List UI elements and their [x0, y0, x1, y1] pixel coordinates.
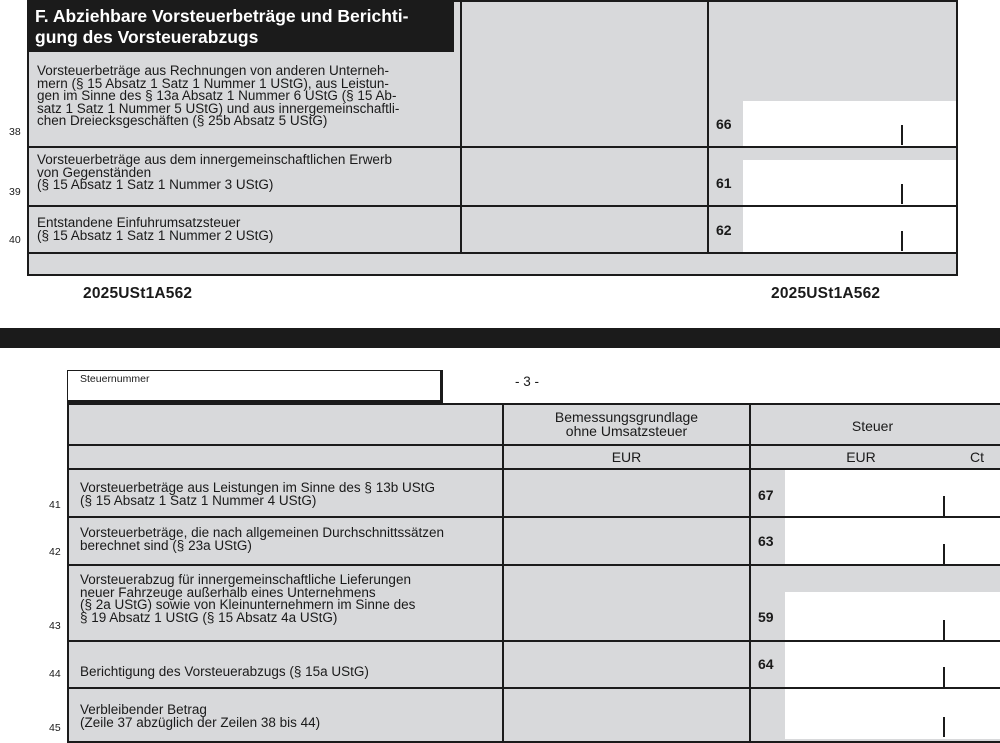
row-44-text: Berichtigung des Vorsteuerabzugs (§ 15a UStG) [80, 664, 369, 679]
steuernummer-box[interactable] [67, 370, 443, 403]
line-number: 38 [9, 126, 21, 138]
header-bemessung: Bemessungsgrundlage ohne Umsatzsteuer [554, 409, 699, 439]
line-number: 40 [9, 234, 21, 246]
field-code-63: 63 [758, 533, 774, 549]
cent-separator [943, 620, 945, 640]
amount-field-61[interactable] [743, 160, 956, 205]
row-40-text: Entstandene Einfuhrumsatzsteuer (§ 15 Absatz 1 Satz 1 Nummer 2 UStG) [37, 215, 274, 243]
row-43-text: Vorsteuerabzug für innergemeinschaftliche Lieferungen neuer Fahrzeuge außerhalb eines Unternehmens (§ 2a UStG) sowie von Kleinunternehmern im Sinne des § 19 Absatz 1 UStG (§ 15 Absatz 4a UStG) [80, 572, 416, 625]
row-divider [67, 564, 1000, 566]
row-41-text: Vorsteuerbeträge aus Leistungen im Sinne des § 13b UStG (§ 15 Absatz 1 Satz 1 Nummer 4 UStG) [80, 480, 435, 508]
amount-field-45[interactable] [785, 689, 1000, 739]
line-number: 44 [49, 668, 61, 680]
cent-separator [943, 544, 945, 564]
line-number: 41 [49, 499, 61, 511]
line-number: 39 [9, 186, 21, 198]
unit-eur-right: EUR [846, 449, 876, 465]
unit-eur-left: EUR [611, 449, 642, 465]
section-title-block [29, 2, 454, 52]
cent-separator [901, 231, 903, 251]
amount-field-64[interactable] [785, 642, 1000, 687]
row-divider [27, 146, 958, 148]
cent-separator [943, 496, 945, 516]
section-title-line2: gung des Vorsteuerabzugs [35, 27, 259, 47]
field-code-61: 61 [716, 175, 732, 191]
cent-separator [943, 717, 945, 737]
row-39-text: Vorsteuerbeträge aus dem innergemeinschaftlichen Erwerb von Gegenständen (§ 15 Absatz 1 Satz 1 Nummer 3 UStG) [37, 152, 392, 192]
header-divider [67, 444, 1000, 446]
field-code-59: 59 [758, 609, 774, 625]
field-code-66: 66 [716, 116, 732, 132]
amount-field-67[interactable] [785, 470, 1000, 516]
amount-field-63[interactable] [785, 518, 1000, 564]
amount-field-59[interactable] [785, 592, 1000, 640]
row-38-text: Vorsteuerbeträge aus Rechnungen von anderen Unterneh- mern (§ 15 Absatz 1 Satz 1 Nummer 1 UStG), aus Leistun- gen im Sinne des § 13a Absatz 1 Nummer 6 UStG (§ 15 Ab- satz 1 Satz 1 Nummer 5 UStG) und aus innergemeinschaftli- chen Dreiecksgeschäften (§ 25b Absatz 5 UStG) [37, 63, 400, 128]
page-label: - 3 - [515, 374, 540, 389]
form-number-right: 2025USt1A562 [771, 285, 881, 302]
line-number: 42 [49, 546, 61, 558]
cent-separator [901, 184, 903, 204]
row-divider [27, 252, 958, 254]
steuernummer-label: Steuernummer [80, 373, 150, 385]
unit-ct: Ct [970, 449, 984, 465]
bottom-form-section [0, 348, 1000, 739]
form-number-left: 2025USt1A562 [83, 285, 193, 302]
cent-separator [901, 125, 903, 145]
field-code-62: 62 [716, 222, 732, 238]
page-separator [0, 328, 1000, 348]
line-number: 45 [49, 722, 61, 734]
cent-separator [943, 667, 945, 687]
line-number: 43 [49, 620, 61, 632]
header-steuer: Steuer [851, 418, 894, 434]
field-code-67: 67 [758, 487, 774, 503]
field-code-64: 64 [758, 656, 774, 672]
row-42-text: Vorsteuerbeträge, die nach allgemeinen Durchschnittssätzen berechnet sind (§ 23a UStG) [80, 525, 444, 553]
amount-field-66[interactable] [743, 101, 956, 146]
amount-field-62[interactable] [743, 207, 956, 252]
top-form-section [0, 0, 1000, 320]
section-title-line1: F. Abziehbare Vorsteuerbeträge und Berichti- [35, 6, 409, 26]
row-45-text: Verbleibender Betrag (Zeile 37 abzüglich der Zeilen 38 bis 44) [80, 702, 321, 730]
top-divider-col1 [460, 0, 462, 253]
top-divider-col2 [707, 0, 709, 253]
